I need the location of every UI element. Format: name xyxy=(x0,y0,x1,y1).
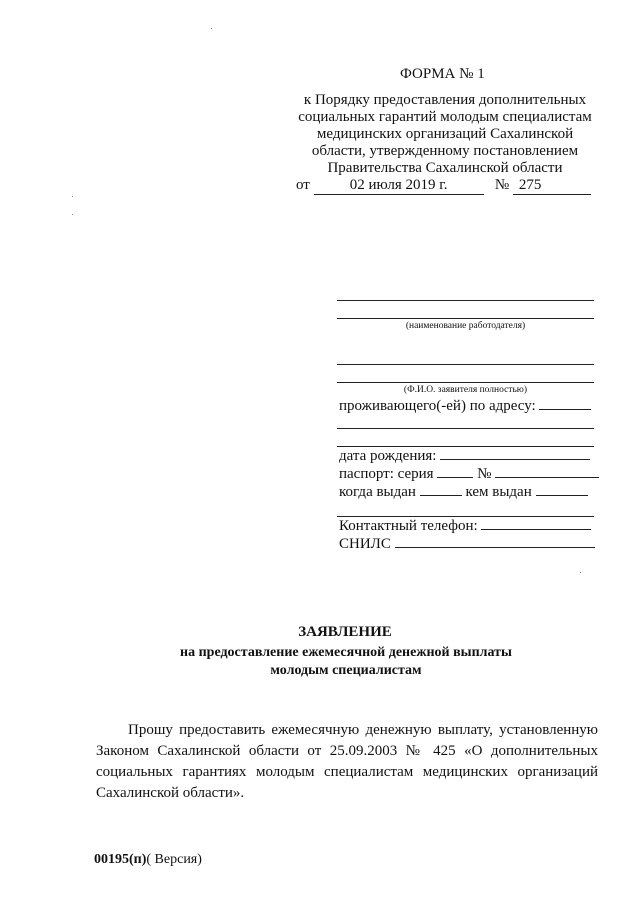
passport-series-field[interactable] xyxy=(437,477,473,478)
ref-line-2: социальных гарантий молодым специалистам xyxy=(298,109,592,125)
ref-line-3: медицинских организаций Сахалинской xyxy=(316,126,574,142)
scan-speck xyxy=(72,196,73,197)
employer-line-1[interactable] xyxy=(337,300,594,301)
body-line-2: Законом Сахалинской области от 25.09.2003 № 425 «О дополнительных xyxy=(96,743,598,759)
applicant-caption: (Ф.И.О. заявителя полностью) xyxy=(403,385,528,395)
snils-field[interactable] xyxy=(395,547,595,548)
birth-row xyxy=(339,448,590,465)
ref-line-4: области, утвержденному постановлением xyxy=(311,143,579,159)
issued-when-field[interactable] xyxy=(420,495,462,496)
snils-row xyxy=(339,536,595,553)
scan-speck xyxy=(580,572,581,573)
footer-code xyxy=(94,852,202,868)
employer-caption: (наименование работодателя) xyxy=(405,321,526,331)
employer-line-2[interactable] xyxy=(337,318,594,319)
statement-subtitle-1: на предоставление ежемесячной денежной выплаты xyxy=(180,645,512,660)
phone-field[interactable] xyxy=(481,529,591,530)
date-row xyxy=(296,177,591,195)
address-line-2[interactable] xyxy=(337,446,594,447)
statement-subtitle-2: молодым специалистам xyxy=(270,663,422,678)
issued-when-label: когда выдан xyxy=(339,484,416,500)
birth-label: дата рождения: xyxy=(339,448,437,464)
passport-no-label: № xyxy=(477,466,492,482)
date-prefix: от xyxy=(296,177,310,193)
number-value: 275 xyxy=(513,177,591,195)
form-title: ФОРМА № 1 xyxy=(400,66,485,82)
issued-line[interactable] xyxy=(337,516,594,517)
applicant-line-1[interactable] xyxy=(337,364,594,365)
body-line-1: Прошу предоставить ежемесячную денежную выплату, установленную xyxy=(128,722,598,738)
issued-row xyxy=(339,484,588,501)
scan-speck xyxy=(211,28,212,29)
snils-label: СНИЛС xyxy=(339,536,391,552)
footer-code-number: 00195(п) xyxy=(94,852,147,867)
residing-row xyxy=(339,398,591,415)
residing-label: проживающего(-ей) по адресу: xyxy=(339,398,536,414)
number-prefix: № xyxy=(494,177,510,193)
residing-field[interactable] xyxy=(539,409,591,410)
phone-label: Контактный телефон: xyxy=(339,518,478,534)
passport-label: паспорт: серия xyxy=(339,466,434,482)
passport-number-field[interactable] xyxy=(495,477,599,478)
issued-by-field[interactable] xyxy=(536,495,588,496)
ref-line-5: Правительства Сахалинской области xyxy=(327,160,563,176)
footer-version: ( Версия) xyxy=(146,852,202,867)
body-line-3: социальных гарантиях молодым специалистам медицинских организаций xyxy=(96,764,598,780)
applicant-line-2[interactable] xyxy=(337,382,594,383)
phone-row xyxy=(339,518,591,535)
statement-title: ЗАЯВЛЕНИЕ xyxy=(298,624,392,640)
body-line-4: Сахалинской области». xyxy=(96,785,245,801)
address-line-1[interactable] xyxy=(337,428,594,429)
birth-field[interactable] xyxy=(440,459,590,460)
passport-row xyxy=(339,466,599,483)
scan-speck xyxy=(72,214,73,215)
date-value: 02 июля 2019 г. xyxy=(314,177,484,195)
ref-line-1: к Порядку предоставления дополнительных xyxy=(303,92,587,108)
issued-by-label: кем выдан xyxy=(465,484,532,500)
